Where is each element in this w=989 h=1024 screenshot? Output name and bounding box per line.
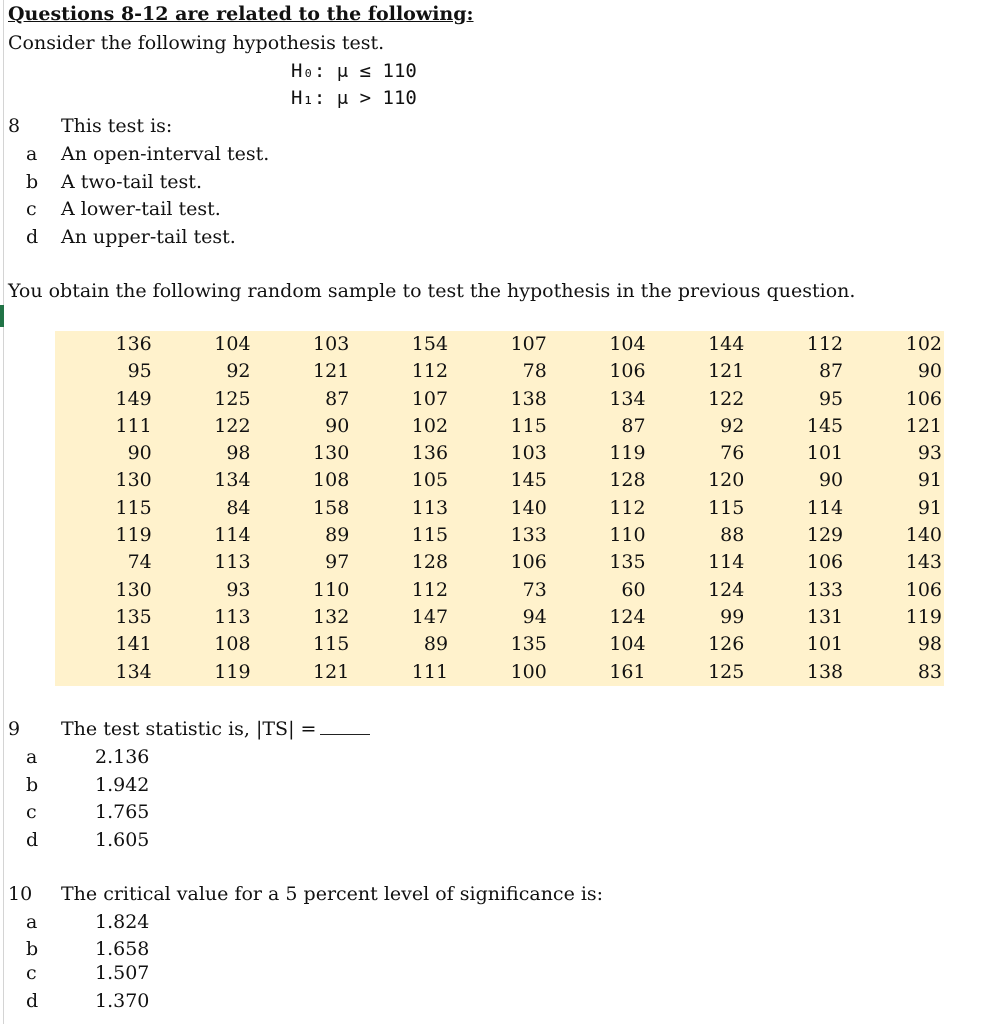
table-cell: 136 bbox=[411, 442, 449, 465]
q9-option-c-letter: c bbox=[26, 801, 37, 823]
table-cell: 119 bbox=[214, 660, 251, 683]
table-cell: 134 bbox=[609, 387, 646, 410]
table-cell: 105 bbox=[411, 469, 449, 492]
q9-option-b-value: 1.942 bbox=[95, 774, 150, 796]
q9-option-b-letter: b bbox=[26, 774, 39, 796]
table-cell: 83 bbox=[917, 660, 942, 683]
table-cell: 124 bbox=[609, 605, 646, 628]
table-cell: 108 bbox=[313, 469, 350, 492]
table-cell: 87 bbox=[621, 414, 646, 437]
sample-intro-text: You obtain the following random sample to test the hypothesis in the previous question. bbox=[8, 280, 856, 302]
table-cell: 104 bbox=[609, 633, 646, 656]
table-cell: 108 bbox=[214, 633, 251, 656]
q9-question bbox=[61, 718, 370, 740]
table-cell: 141 bbox=[115, 633, 152, 656]
section-heading: Questions 8-12 are related to the following: bbox=[8, 3, 474, 25]
table-row bbox=[55, 577, 944, 604]
table-cell: 111 bbox=[411, 660, 449, 683]
table-cell: 106 bbox=[806, 551, 844, 574]
table-row bbox=[55, 522, 944, 549]
table-cell: 125 bbox=[214, 387, 251, 410]
q8-option-a-text: An open-interval test. bbox=[61, 143, 270, 165]
table-cell: 122 bbox=[214, 414, 251, 437]
q9-option-d-value: 1.605 bbox=[95, 829, 150, 851]
selected-row-marker bbox=[0, 305, 4, 327]
table-cell: 107 bbox=[411, 387, 449, 410]
table-cell: 90 bbox=[917, 360, 942, 383]
q9-option-c-value: 1.765 bbox=[95, 801, 150, 823]
table-cell: 89 bbox=[325, 524, 350, 547]
table-cell: 113 bbox=[214, 605, 251, 628]
answer-blank bbox=[320, 719, 370, 735]
table-cell: 132 bbox=[313, 605, 350, 628]
table-row bbox=[55, 386, 944, 413]
table-cell: 104 bbox=[214, 333, 251, 355]
table-cell: 103 bbox=[510, 442, 547, 465]
table-cell: 130 bbox=[115, 578, 152, 601]
q10-text: The critical value for a 5 percent level of significance is: bbox=[61, 883, 604, 905]
table-cell: 145 bbox=[510, 469, 547, 492]
table-cell: 121 bbox=[905, 414, 942, 437]
table-cell: 126 bbox=[708, 633, 745, 656]
alternative-hypothesis: H₁: μ > 110 bbox=[291, 87, 417, 109]
table-cell: 101 bbox=[806, 442, 844, 465]
table-cell: 88 bbox=[720, 524, 745, 547]
table-cell: 107 bbox=[510, 333, 547, 355]
table-cell: 106 bbox=[609, 360, 646, 383]
table-cell: 101 bbox=[806, 633, 844, 656]
q10-option-a-letter: a bbox=[26, 911, 38, 933]
table-cell: 95 bbox=[127, 360, 152, 383]
table-row bbox=[55, 495, 944, 522]
table-cell: 134 bbox=[214, 469, 251, 492]
table-cell: 60 bbox=[621, 578, 646, 601]
q8-option-b-text: A two-tail test. bbox=[61, 171, 202, 193]
table-cell: 95 bbox=[818, 387, 844, 410]
table-cell: 122 bbox=[708, 387, 745, 410]
table-cell: 113 bbox=[411, 496, 449, 519]
table-cell: 136 bbox=[115, 333, 152, 355]
table-cell: 115 bbox=[411, 524, 449, 547]
table-cell: 121 bbox=[313, 660, 350, 683]
q8-option-a-letter: a bbox=[26, 143, 38, 165]
table-cell: 106 bbox=[905, 387, 942, 410]
table-cell: 161 bbox=[609, 660, 646, 683]
table-cell: 121 bbox=[708, 360, 745, 383]
table-cell: 121 bbox=[313, 360, 350, 383]
table-cell: 100 bbox=[510, 660, 547, 683]
table-cell: 98 bbox=[226, 442, 251, 465]
table-cell: 106 bbox=[510, 551, 547, 574]
table-cell: 128 bbox=[609, 469, 646, 492]
table-cell: 94 bbox=[522, 605, 547, 628]
q9-option-a-letter: a bbox=[26, 746, 38, 768]
q9-text: The test statistic is, |TS| = bbox=[61, 718, 317, 740]
q10-option-a-value: 1.824 bbox=[95, 911, 150, 933]
table-cell: 106 bbox=[905, 578, 942, 601]
table-cell: 99 bbox=[720, 605, 745, 628]
table-cell: 138 bbox=[510, 387, 547, 410]
table-cell: 120 bbox=[708, 469, 745, 492]
table-cell: 119 bbox=[115, 524, 152, 547]
table-cell: 92 bbox=[226, 360, 251, 383]
q8-option-c-letter: c bbox=[26, 198, 37, 220]
table-cell: 128 bbox=[411, 551, 449, 574]
q8-option-b-letter: b bbox=[26, 171, 39, 193]
table-cell: 93 bbox=[917, 442, 942, 465]
q9-option-a-value: 2.136 bbox=[95, 746, 150, 768]
table-cell: 158 bbox=[313, 496, 350, 519]
table-cell: 84 bbox=[226, 496, 251, 519]
null-hypothesis: H₀: μ ≤ 110 bbox=[291, 60, 417, 82]
q10-option-d-letter: d bbox=[26, 990, 39, 1012]
table-cell: 140 bbox=[510, 496, 547, 519]
table-cell: 119 bbox=[905, 605, 942, 628]
table-cell: 154 bbox=[411, 333, 449, 355]
q9-option-d-letter: d bbox=[26, 829, 39, 851]
table-cell: 89 bbox=[423, 633, 449, 656]
table-cell: 102 bbox=[411, 414, 449, 437]
table-row bbox=[55, 549, 944, 576]
table-cell: 135 bbox=[609, 551, 646, 574]
q8-text: This test is: bbox=[61, 115, 173, 137]
table-cell: 115 bbox=[115, 496, 152, 519]
table-cell: 92 bbox=[720, 414, 745, 437]
q10-number: 10 bbox=[8, 883, 33, 905]
table-row bbox=[55, 604, 944, 631]
table-cell: 114 bbox=[708, 551, 745, 574]
table-row bbox=[55, 358, 944, 385]
table-cell: 133 bbox=[806, 578, 844, 601]
table-cell: 97 bbox=[325, 551, 350, 574]
table-cell: 112 bbox=[609, 496, 646, 519]
q10-option-b-value: 1.658 bbox=[95, 938, 150, 960]
table-cell: 143 bbox=[905, 551, 942, 574]
q10-option-c-letter: c bbox=[26, 962, 37, 984]
table-cell: 74 bbox=[127, 551, 152, 574]
table-cell: 125 bbox=[708, 660, 745, 683]
table-cell: 115 bbox=[313, 633, 350, 656]
table-cell: 119 bbox=[609, 442, 646, 465]
table-cell: 104 bbox=[609, 333, 646, 355]
table-cell: 115 bbox=[510, 414, 547, 437]
intro-text: Consider the following hypothesis test. bbox=[8, 32, 385, 54]
table-cell: 90 bbox=[818, 469, 844, 492]
table-cell: 73 bbox=[522, 578, 547, 601]
table-cell: 115 bbox=[708, 496, 745, 519]
table-cell: 93 bbox=[226, 578, 251, 601]
table-cell: 112 bbox=[806, 333, 844, 355]
table-cell: 90 bbox=[325, 414, 350, 437]
table-cell: 90 bbox=[127, 442, 152, 465]
table-cell: 102 bbox=[905, 333, 942, 355]
table-row bbox=[55, 467, 944, 494]
table-row bbox=[55, 631, 944, 658]
table-cell: 76 bbox=[720, 442, 745, 465]
sample-data-table bbox=[55, 331, 944, 686]
table-row bbox=[55, 659, 944, 686]
q10-option-b-letter: b bbox=[26, 938, 39, 960]
table-cell: 114 bbox=[806, 496, 844, 519]
table-cell: 134 bbox=[115, 660, 152, 683]
table-cell: 110 bbox=[313, 578, 350, 601]
table-cell: 130 bbox=[115, 469, 152, 492]
table-cell: 144 bbox=[708, 333, 745, 355]
table-row bbox=[55, 331, 944, 358]
table-cell: 91 bbox=[917, 469, 942, 492]
q8-option-c-text: A lower-tail test. bbox=[61, 198, 221, 220]
table-cell: 111 bbox=[115, 414, 152, 437]
table-cell: 138 bbox=[806, 660, 844, 683]
q8-option-d-letter: d bbox=[26, 226, 39, 248]
table-row bbox=[55, 440, 944, 467]
table-cell: 149 bbox=[115, 387, 152, 410]
table-cell: 87 bbox=[818, 360, 844, 383]
table-cell: 114 bbox=[214, 524, 251, 547]
table-cell: 112 bbox=[411, 360, 449, 383]
q10-option-c-value: 1.507 bbox=[95, 962, 150, 984]
table-row bbox=[55, 413, 944, 440]
table-cell: 130 bbox=[313, 442, 350, 465]
table-cell: 135 bbox=[510, 633, 547, 656]
table-cell: 98 bbox=[917, 633, 942, 656]
table-cell: 87 bbox=[325, 387, 350, 410]
table-cell: 131 bbox=[806, 605, 844, 628]
q8-option-d-text: An upper-tail test. bbox=[61, 226, 236, 248]
table-cell: 129 bbox=[806, 524, 844, 547]
table-cell: 78 bbox=[522, 360, 547, 383]
table-cell: 110 bbox=[609, 524, 646, 547]
table-cell: 147 bbox=[411, 605, 449, 628]
q8-number: 8 bbox=[8, 115, 21, 137]
table-cell: 103 bbox=[313, 333, 350, 355]
q9-number: 9 bbox=[8, 718, 21, 740]
table-cell: 91 bbox=[917, 496, 942, 519]
q10-option-d-value: 1.370 bbox=[95, 990, 150, 1012]
table-cell: 145 bbox=[806, 414, 844, 437]
table-cell: 133 bbox=[510, 524, 547, 547]
table-cell: 124 bbox=[708, 578, 745, 601]
table-cell: 112 bbox=[411, 578, 449, 601]
table-cell: 140 bbox=[905, 524, 942, 547]
table-cell: 135 bbox=[115, 605, 152, 628]
table-cell: 113 bbox=[214, 551, 251, 574]
